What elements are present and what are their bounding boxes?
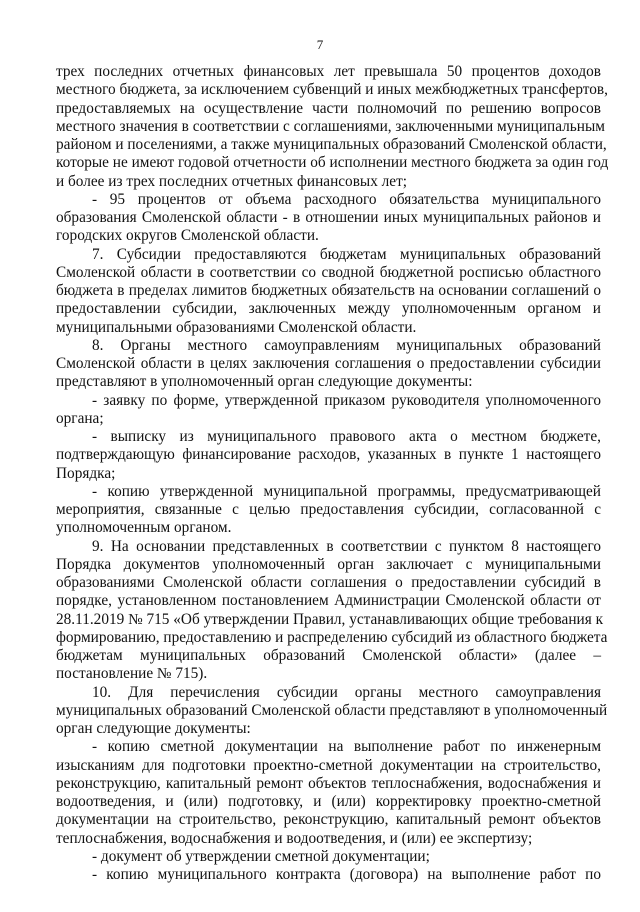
text-line: бюджета в пределах лимитов бюджетных обязательств на основании соглашений о bbox=[56, 282, 601, 299]
text-line: постановление № 715). bbox=[56, 665, 208, 683]
text-line: мероприятия, связанные с целью предоставления субсидии, согласованной с bbox=[56, 501, 601, 518]
text-line: орган следующие документы: bbox=[56, 720, 251, 737]
text-line: 10. Для перечисления субсидии органы местного самоуправления bbox=[92, 683, 601, 701]
text-line: теплоснабжения, водоснабжения и водоотведения, и (или) ее экспертизу; bbox=[56, 829, 533, 847]
text-line: реконструкцию, капитальный ремонт объектов теплоснабжения, водоснабжения и bbox=[56, 774, 601, 792]
text-line: - копию утвержденной муниципальной программы, предусматривающей bbox=[92, 482, 601, 500]
text-line: и более из трех последних отчетных финансовых лет; bbox=[56, 172, 408, 190]
text-line: 7. Субсидии предоставляются бюджетам муниципальных образований bbox=[92, 245, 601, 263]
text-line: водоотведения, и (или) подготовку, и (или) корректировку проектно-сметной bbox=[56, 793, 601, 810]
text-line: 8. Органы местного самоуправлениям муниципальных образований bbox=[92, 336, 601, 354]
text-line: - выписку из муниципального правового акта о местном бюджете, bbox=[92, 428, 601, 445]
text-line: порядке, установленном постановлением Администрации Смоленской области от bbox=[56, 592, 601, 610]
text-line: предоставляемых на осуществление части полномочий по решению вопросов bbox=[56, 99, 601, 117]
text-line: районом и поселениями, а также муниципальных образований Смоленской области, bbox=[56, 136, 607, 153]
text-line: органа; bbox=[56, 409, 104, 427]
text-line: уполномоченным органом. bbox=[56, 519, 232, 537]
text-line: формированию, предоставлению и распределению субсидий из областного бюджета bbox=[56, 628, 608, 646]
text-line: Смоленской области в соответствии со сводной бюджетной росписью областного bbox=[56, 263, 601, 281]
text-line: Порядка документов уполномоченный орган заключает с муниципальными bbox=[56, 555, 601, 573]
text-line: предоставлении субсидии, заключенных между уполномоченным органом и bbox=[56, 300, 601, 318]
text-line: муниципальными образованиями Смоленской области. bbox=[56, 318, 417, 336]
text-line: образованиями Смоленской области соглашения о предоставлении субсидий в bbox=[56, 574, 601, 591]
text-line: подтверждающую финансирование расходов, указанных в пункте 1 настоящего bbox=[56, 446, 601, 464]
page-number: 7 bbox=[316, 37, 324, 52]
text-line: изысканиям для подготовки проектно-сметной документации на строительство, bbox=[56, 756, 601, 774]
text-line: документации на строительство, реконструкцию, капитальный ремонт объектов bbox=[56, 811, 601, 829]
text-line: - документ об утверждении сметной документации; bbox=[92, 847, 430, 865]
text-line: которые не имеют годовой отчетности об исполнении местного бюджета за один год bbox=[56, 154, 609, 172]
text-line: 9. На основании представленных в соответствии с пунктом 8 настоящего bbox=[92, 537, 601, 555]
text-line: трех последних отчетных финансовых лет превышала 50 процентов доходов bbox=[56, 63, 601, 80]
text-line: представляют в уполномоченный орган следующие документы: bbox=[56, 373, 473, 391]
text-line: - копию сметной документации на выполнение работ по инженерным bbox=[92, 738, 601, 756]
text-line: - 95 процентов от объема расходного обязательства муниципального bbox=[92, 190, 601, 208]
text-line: Смоленской области в целях заключения соглашения о предоставлении субсидии bbox=[56, 355, 601, 372]
document-body bbox=[56, 63, 609, 884]
text-line: муниципальных образований Смоленской области представляют в уполномоченный bbox=[56, 701, 608, 719]
text-line: - заявку по форме, утвержденной приказом руководителя уполномоченного bbox=[92, 391, 601, 409]
text-line: Порядка; bbox=[56, 464, 116, 482]
text-line: городских округов Смоленской области. bbox=[56, 227, 319, 245]
text-line: местного бюджета, за исключением субвенций и иных межбюджетных трансфертов, bbox=[56, 81, 608, 99]
text-line: 28.11.2019 № 715 «Об утверждении Правил, устанавливающих общие требования к bbox=[56, 610, 604, 628]
text-line: бюджетам муниципальных образований Смоленской области» (далее – bbox=[56, 647, 601, 664]
text-line: местного значения в соответствии с соглашениями, заключенными муниципальным bbox=[56, 117, 605, 135]
text-line: - копию муниципального контракта (договора) на выполнение работ по bbox=[92, 866, 601, 883]
text-line: образования Смоленской области - в отношении иных муниципальных районов и bbox=[56, 209, 601, 226]
